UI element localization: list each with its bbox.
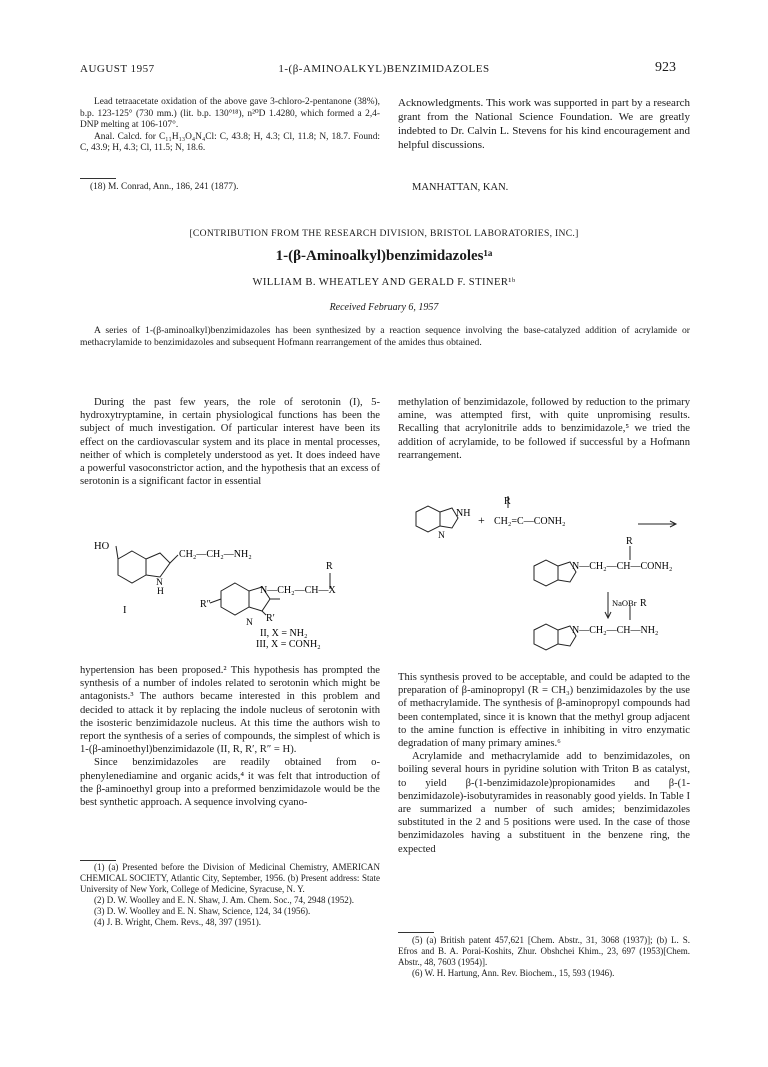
serotonin-h-label: H	[157, 587, 164, 597]
scheme-benzimidazole-ring-3	[534, 624, 558, 650]
r-substituent-label: R	[326, 561, 333, 572]
footnote-rule-right	[398, 932, 434, 933]
article-title: 1-(β-Aminoalkyl)benzimidazoles¹ᵃ	[275, 248, 493, 264]
received-date: Received February 6, 1957	[329, 302, 439, 313]
benzimidazole-benzene-ring	[221, 583, 249, 615]
left-col-para-1	[80, 396, 380, 488]
indole-pyrrole-ring	[146, 553, 170, 577]
scheme-n-label: N	[438, 531, 445, 541]
contribution-line: [CONTRIBUTION FROM THE RESEARCH DIVISION, BRISTOL LABORATORIES, INC.]	[189, 228, 579, 239]
naobr-label: NaOBr	[612, 598, 637, 608]
analysis-paragraph: Anal. Calcd. for C₁₁H₁₃O₄N₄Cl: C, 43.8; H, 4.3; Cl, 11.8; N, 18.7. Found: C, 43.9; H, 4.3; Cl, 11.5; N, 18.6.	[80, 131, 380, 154]
scheme-nh-label: NH	[456, 508, 471, 519]
r-double-prime-label: R″	[200, 599, 211, 610]
authors: WILLIAM B. WHEATLEY AND GERALD F. STINER¹ᵇ	[252, 277, 516, 288]
reagent-r-label: R	[504, 496, 511, 507]
serotonin-chain-label: CH₂—CH₂—NH₂	[179, 549, 252, 560]
compound-II-label: II, X = NH₂	[260, 628, 308, 639]
acrylamide-paragraph: Acrylamide and methacrylamide add to benzimidazoles, on boiling several hours in pyridine solution with Triton B as catalyst, to yield β-(1-benzimidazole)propionamides and β-(1-benzimidazole)-isobutyramides in reasonably good yields. In Table I are summarized a number of such amides; benzimidazoles substituted in the 2 and 5 positions were used. In the case of those benzimidazoles having a substituent in the benzene ring, the expected	[398, 751, 690, 855]
footnote-2: (2) D. W. Woolley and E. N. Shaw, J. Am. Chem. Soc., 74, 2948 (1952).	[94, 895, 355, 905]
methylation-paragraph: methylation of benzimidazole, followed by reduction to the primary amine, was attempted first, with quite unpromising results. Recalling that acrylonitrile adds to benzimidazole,⁵ we tried the addition of acrylamide, to be followed if successful by a Hofmann rearrangement.	[398, 397, 690, 461]
indole-benzene-ring	[118, 551, 146, 583]
location: MANHATTAN, KAN.	[412, 182, 509, 193]
footnote-18: (18) M. Conrad, Ann., 186, 241 (1877).	[90, 182, 239, 192]
acknowledgments: Acknowledgments. This work was supported in part by a research grant from the National Science Foundation. We are greatly indebted to Dr. Calvin L. Stevens for his kind encouragement and helpful discussions.	[398, 97, 690, 151]
product2-label: N—CH₂—CH—NH₂	[572, 625, 659, 636]
reaction-scheme	[398, 494, 690, 664]
synthesis-acceptable-paragraph: This synthesis proved to be acceptable, and could be adapted to the preparation of β-aminopropyl (R = CH₃) benzimidazoles by the use of methacrylamide. The synthesis of β-aminopropyl compounds had been contemplated, since it is known that the methyl group adjacent to the amine function is effective in inhibiting in vitro enzymatic degradation of many primary amines.⁶	[398, 672, 690, 750]
running-head-title: 1-(β-AMINOALKYL)BENZIMIDAZOLES	[278, 63, 490, 75]
footnote-6: (6) W. H. Hartung, Ann. Rev. Biochem., 15, 593 (1946).	[412, 968, 615, 978]
right-col-para-1	[398, 396, 690, 462]
running-head-date: AUGUST 1957	[80, 63, 155, 75]
scheme-benzimidazole-ring-1	[416, 506, 440, 532]
top-left-block	[80, 97, 380, 155]
footnote-4: (4) J. B. Wright, Chem. Revs., 48, 397 (1951).	[94, 917, 261, 927]
right-col-para-2	[398, 671, 690, 856]
compound-III-label: III, X = CONH₂	[256, 639, 321, 650]
footnote-5: (5) (a) British patent 457,621 [Chem. Abstr., 31, 3068 (1937)]; (b) L. S. Efros and B. A. Porai-Koshits, Zhur. Obshchei Khim., 23, 697 (1953)[Chem. Abstr., 48, 7603 (1954)].	[398, 935, 690, 967]
footnote-1: (1) (a) Presented before the Division of Medicinal Chemistry, AMERICAN CHEMICAL SOCIETY, Atlantic City, September, 1956. (b) Present address: State University of New York, College of Medicine, Syracuse, N. Y.	[80, 862, 380, 894]
left-col-para-2	[80, 664, 380, 809]
serotonin-ho-label: HO	[94, 541, 110, 552]
chain-II-label: N—CH₂—CH—X	[260, 585, 336, 596]
product1-r-label: R	[626, 536, 633, 547]
synthesis-approach-paragraph: Since benzimidazoles are readily obtained from o-phenylenediamine and organic acids,⁴ it was felt that introduction of the β-aminoethyl group into a preformed benzimidazole would be the best synthetic approach. A sequence involving cyano-	[80, 757, 380, 809]
reagent-label: CH₂=C—CONH₂	[494, 516, 566, 527]
compound-I-label: I	[123, 605, 127, 616]
lead-oxidation-paragraph: Lead tetraacetate oxidation of the above gave 3-chloro-2-pentanone (38%), b.p. 123-125° (730 mm.) (lit. b.p. 130°¹⁸), n²⁰D 1.4280, which formed a 2,4-DNP melting at 106-107°.	[80, 97, 380, 131]
r-prime-label: R′	[266, 613, 275, 624]
product2-r-label: R	[640, 598, 647, 609]
serotonin-structures-figure	[80, 533, 380, 658]
product1-label: N—CH₂—CH—CONH₂	[572, 561, 673, 572]
footnotes-left	[80, 862, 380, 928]
footnote-rule-left	[80, 860, 116, 861]
page-number: 923	[655, 60, 676, 75]
footnotes-right	[398, 935, 690, 979]
serotonin-n-label: N	[156, 578, 163, 588]
hypertension-paragraph: hypertension has been proposed.² This hypothesis has prompted the synthesis of a number of indoles related to serotonin which might be antagonists.³ The authors became interested in this problem and decided to attack it by replacing the indole nucleus of serotonin with the isosteric benzimidazole nucleus. At this time the authors wish to report the synthesis of a series of compounds, the simplest of which is 1-(β-aminoethyl)benzimidazole (II, R, R′, R″ = H).	[80, 665, 380, 756]
plus-sign: +	[478, 513, 485, 527]
ring-n-label: N	[246, 618, 253, 628]
intro-paragraph: During the past few years, the role of serotonin (I), 5-hydroxytryptamine, in certain physiological functions has been the subject of much investigation. Of particular interest have been its effect on the cardiovascular system and its place in mental processes, neither of which is completely understood as yet. It does indeed have a powerful vasoconstrictor action, and the hypothesis that an excess of serotonin is a significant factor in essential	[80, 397, 380, 488]
abstract: A series of 1-(β-aminoalkyl)benzimidazoles has been synthesized by a reaction sequence involving the base-catalyzed addition of acrylamide or methacrylamide to benzimidazoles and subsequent Hofmann rearrangement of the amides thus obtained.	[80, 325, 690, 348]
footnote-rule	[80, 178, 116, 179]
scheme-benzimidazole-ring-2	[534, 560, 558, 586]
footnote-3: (3) D. W. Woolley and E. N. Shaw, Science, 124, 34 (1956).	[94, 906, 311, 916]
